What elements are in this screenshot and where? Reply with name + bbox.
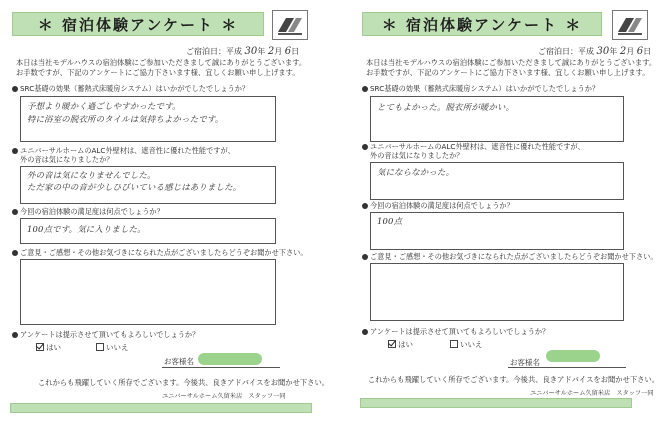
question-4: ご意見・ご感想・その他お気づきになられた点がございましたらどうぞお聞かせ下さい。 <box>12 248 308 257</box>
answer-2: 気にならなかった。 <box>377 167 455 177</box>
checkbox-yes[interactable] <box>36 343 44 351</box>
checkbox-no[interactable] <box>450 340 458 348</box>
staff-signature: ユニバーサルホーム久留米店 スタッフ一同 <box>162 393 286 400</box>
survey-title: ＊ 宿泊体験アンケート ＊ <box>362 12 602 36</box>
checkbox-no[interactable] <box>96 343 104 351</box>
answer-box-2[interactable] <box>20 166 276 204</box>
answer-box-2[interactable] <box>370 162 624 200</box>
survey-sheet-left <box>0 0 330 421</box>
customer-name-line <box>508 367 626 368</box>
question-4: ご意見・ご感想・その他お気づきになられた点がございましたらどうぞお聞かせ下さい。 <box>362 252 658 261</box>
stay-date: ご宿泊日：平成 30年 2月 6日 <box>186 46 300 57</box>
answer-box-4[interactable] <box>370 263 624 321</box>
answer-1-line-1: 予想より暖かく過ごしやすかったです。 <box>27 101 181 111</box>
question-2: ユニバーサルホームのALC外壁材は、遮音性に優れた性能ですが、 外の音は気になりましたか？ <box>12 146 235 164</box>
question-3: 今回の宿泊体験の満足度は何点でしょうか？ <box>12 207 164 216</box>
checkbox-yes[interactable] <box>388 340 396 348</box>
company-logo <box>272 10 308 40</box>
answer-3: 100点 <box>377 216 403 226</box>
answer-box-3[interactable] <box>20 218 276 244</box>
intro-text: 本日は当社モデルハウスの宿泊体験にご参加いただきまして誠にありがとうございます。 お手数ですが、下記のアンケートにご協力下さいます様、宜しくお願い申し上げます。 <box>366 58 657 77</box>
intro-text: 本日は当社モデルハウスの宿泊体験にご参加いただきまして誠にありがとうございます。 お手数ですが、下記のアンケートにご協力下さいます様、宜しくお願い申し上げます。 <box>16 58 307 77</box>
answer-1: とてもよかった。脱衣所が暖かい。 <box>377 102 515 112</box>
answer-box-1[interactable] <box>20 96 276 142</box>
stay-date: ご宿泊日：平成 30年 2月 6日 <box>538 46 652 57</box>
customer-name-label: お客様名 <box>510 358 540 367</box>
answer-3: 100点です。気に入りました。 <box>27 224 146 234</box>
answer-box-4[interactable] <box>20 259 276 325</box>
closing-text: これからも飛躍していく所存でございます。今後共、良きアドバイスをお聞かせ下さい。 <box>368 375 660 384</box>
question-5: アンケートは提示させて頂いてもよろしいでしょうか？ <box>362 327 549 336</box>
option-no[interactable]: いいえ <box>96 342 129 353</box>
question-1: SRC基礎の効果（蓄熱式床暖房システム）はいかがでしたでしょうか？ <box>362 84 599 93</box>
option-yes[interactable]: はい <box>388 339 413 350</box>
company-logo <box>612 10 648 40</box>
survey-sheet-right <box>350 0 670 421</box>
staff-signature: ユニバーサルホーム久留米店 スタッフ一同 <box>530 390 654 397</box>
answer-1-line-2: 特に浴室の脱衣所のタイルは気持ちよかったです。 <box>27 114 224 124</box>
redacted-customer-name <box>546 350 600 362</box>
customer-name-label: お客様名 <box>164 357 194 366</box>
redacted-customer-name <box>198 353 262 365</box>
option-yes[interactable]: はい <box>36 342 61 353</box>
footer-bar <box>10 403 312 413</box>
answer-box-1[interactable] <box>370 96 624 142</box>
footer-bar <box>360 398 632 408</box>
question-2: ユニバーサルホームのALC外壁材は、遮音性に優れた性能ですが、 外の音は気になりましたか？ <box>362 142 585 160</box>
option-no[interactable]: いいえ <box>450 339 483 350</box>
survey-title: ＊ 宿泊体験アンケート ＊ <box>12 12 264 36</box>
closing-text: これからも飛躍していく所存でございます。今後共、良きアドバイスをお聞かせ下さい。 <box>38 378 330 387</box>
answer-2-line-2: ただ家の中の音が少しひびいている感じはありました。 <box>27 182 242 192</box>
question-5: アンケートは提示させて頂いてもよろしいでしょうか？ <box>12 330 199 339</box>
answer-box-3[interactable] <box>370 212 624 250</box>
answer-2-line-1: 外の音は気になりませんでした。 <box>27 170 156 180</box>
question-3: 今回の宿泊体験の満足度は何点でしょうか？ <box>362 201 514 210</box>
question-1: SRC基礎の効果（蓄熱式床暖房システム）はいかがでしたでしょうか？ <box>12 84 249 93</box>
customer-name-line <box>162 367 280 368</box>
